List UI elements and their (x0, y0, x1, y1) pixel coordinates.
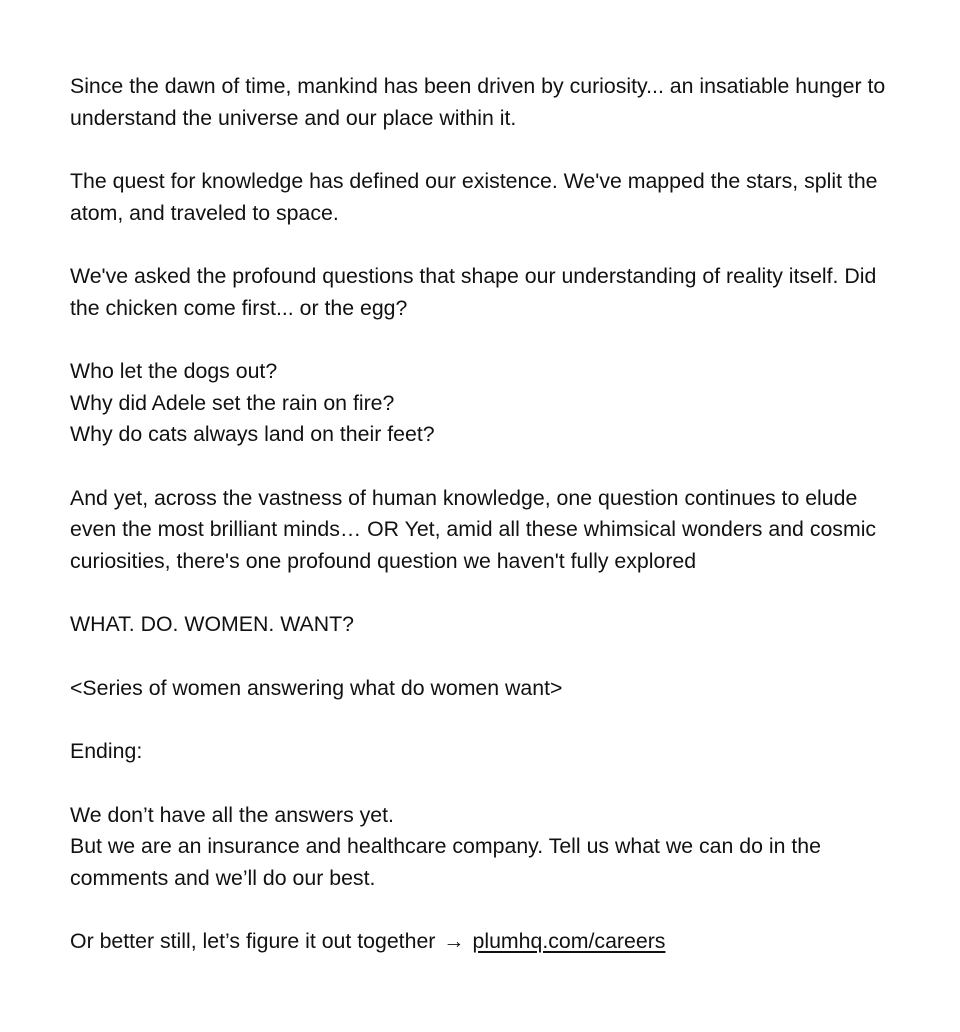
ending-paragraph (70, 800, 900, 895)
document-body (70, 71, 900, 990)
ending-line: We don’t have all the answers yet. (70, 802, 394, 827)
questions-list (70, 356, 900, 451)
arrow-right-icon: → (443, 929, 465, 953)
careers-link[interactable]: plumhq.com/careers (472, 929, 666, 953)
transition-paragraph: And yet, across the vastness of human knowledge, one question continues to elude even the most brilliant minds… OR Yet, amid all these whimsical wonders and cosmic curiosities, there's one profound question we haven't fully explored (70, 485, 877, 573)
knowledge-paragraph: The quest for knowledge has defined our existence. We've mapped the stars, split the atom, and traveled to space. (70, 169, 878, 225)
ending-line: But we are an insurance and healthcare company. Tell us what we can do in the comments and we’ll do our best. (70, 834, 821, 890)
profound-questions-paragraph: We've asked the profound questions that shape our understanding of reality itself. Did the chicken come first... or the egg? (70, 264, 877, 320)
cta-text: Or better still, let’s figure it out together (70, 929, 436, 953)
question-item: Why did Adele set the rain on fire? (70, 390, 395, 415)
headline: WHAT. DO. WOMEN. WANT? (70, 612, 354, 636)
question-item: Why do cats always land on their feet? (70, 422, 435, 446)
ending-label: Ending: (70, 739, 143, 763)
intro-paragraph: Since the dawn of time, mankind has been driven by curiosity... an insatiable hunger to understand the universe and our place within it. (70, 74, 886, 130)
cta-paragraph (70, 926, 900, 958)
question-item: Who let the dogs out? (70, 359, 278, 383)
stage-direction: <Series of women answering what do women want> (70, 675, 563, 700)
